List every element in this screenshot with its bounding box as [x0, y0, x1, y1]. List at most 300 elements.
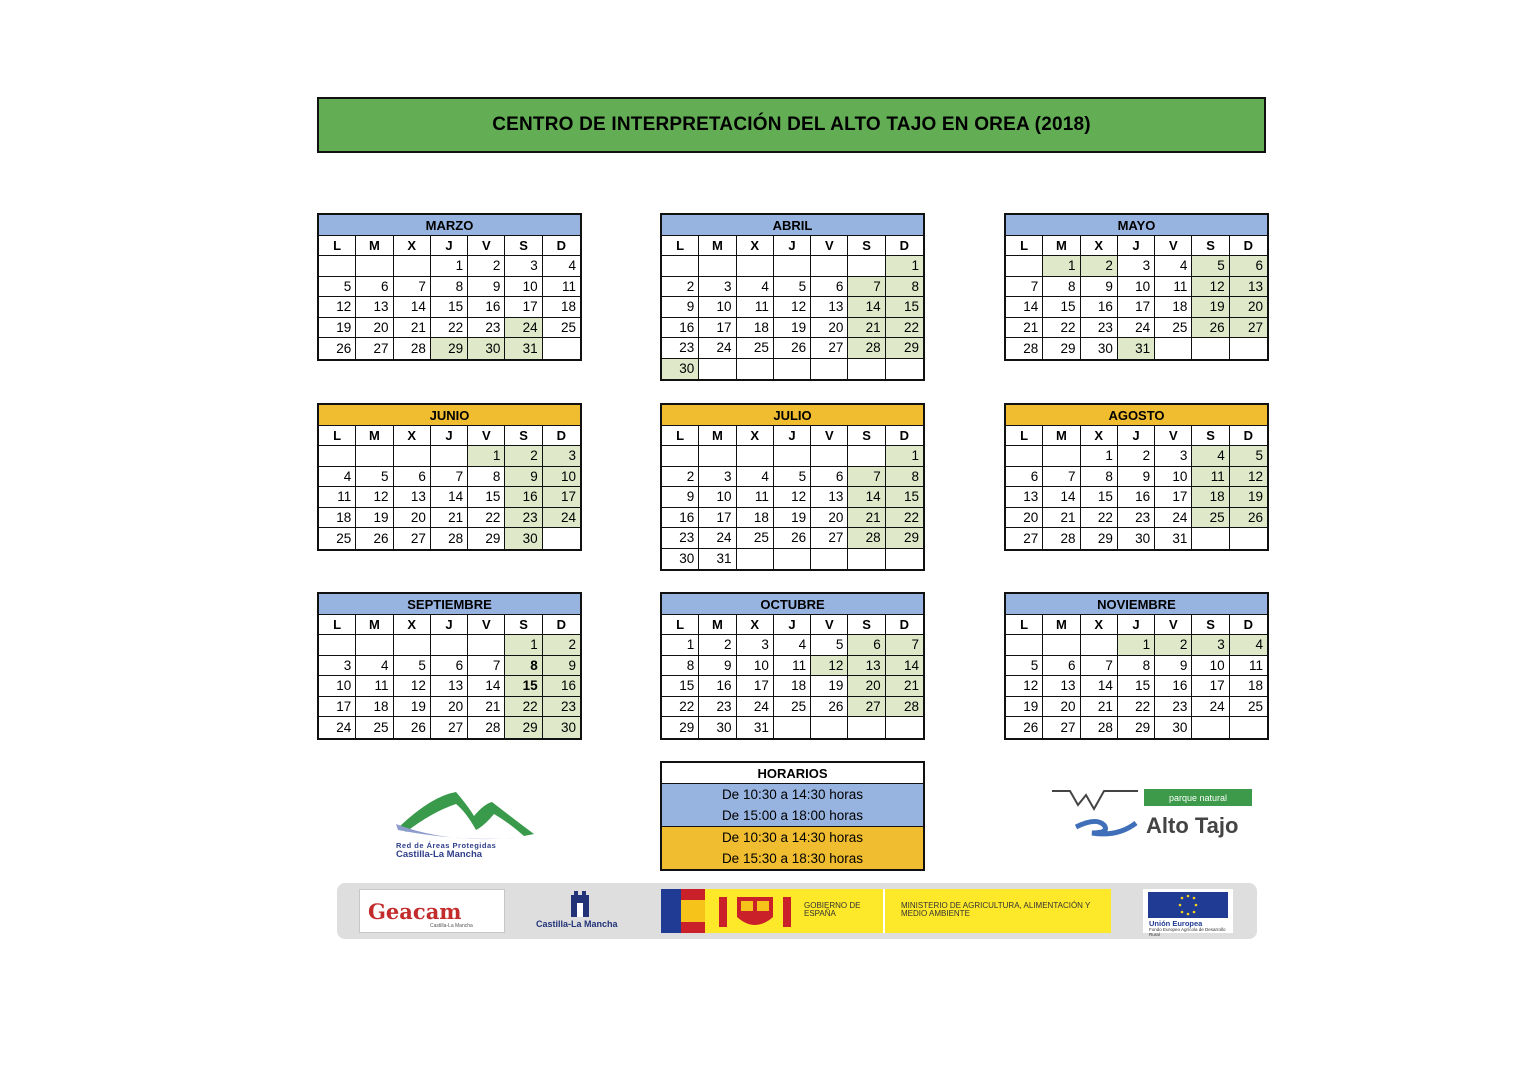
weekday-header: J [431, 236, 468, 256]
day-cell: 2 [662, 467, 699, 488]
calendar-noviembre [1004, 592, 1269, 740]
weekday-header: V [1155, 236, 1192, 256]
empty-cell [811, 359, 848, 380]
weekday-header: S [848, 426, 885, 446]
alto-tajo-badge: parque natural [1144, 789, 1252, 806]
day-cell: 21 [848, 508, 885, 529]
month-name: NOVIEMBRE [1006, 594, 1267, 615]
day-cell: 29 [1043, 338, 1080, 359]
day-cell: 8 [431, 277, 468, 298]
weekday-header: V [811, 615, 848, 635]
schedule-orange-afternoon: De 15:30 a 18:30 horas [662, 848, 923, 869]
day-cell: 14 [468, 676, 505, 697]
day-cell: 5 [356, 467, 393, 488]
day-cell: 15 [1081, 487, 1118, 508]
day-cell: 23 [505, 508, 542, 529]
day-cell: 18 [319, 508, 356, 529]
weekday-header: S [848, 236, 885, 256]
day-cell: 16 [1081, 297, 1118, 318]
calendar-junio [317, 403, 582, 551]
day-cell: 26 [811, 697, 848, 718]
day-cell: 2 [1081, 256, 1118, 277]
empty-cell [848, 446, 885, 467]
day-cell: 15 [468, 487, 505, 508]
day-cell: 25 [737, 528, 774, 549]
day-cell: 8 [468, 467, 505, 488]
day-cell: 24 [737, 697, 774, 718]
empty-cell [394, 635, 431, 656]
day-cell: 8 [886, 277, 923, 298]
empty-cell [356, 256, 393, 277]
empty-cell [699, 256, 736, 277]
weekday-header: X [1081, 236, 1118, 256]
day-cell: 9 [1081, 277, 1118, 298]
day-cell: 13 [1043, 676, 1080, 697]
day-cell: 17 [1155, 487, 1192, 508]
day-cell: 30 [1118, 528, 1155, 549]
weekday-header: S [505, 236, 542, 256]
day-cell: 30 [1155, 717, 1192, 738]
day-cell: 17 [737, 676, 774, 697]
day-cell: 17 [1192, 676, 1229, 697]
weekday-header: D [543, 236, 580, 256]
day-cell: 6 [394, 467, 431, 488]
day-cell: 9 [1155, 656, 1192, 677]
day-cell: 15 [1118, 676, 1155, 697]
day-cell: 14 [848, 487, 885, 508]
day-cell: 14 [394, 297, 431, 318]
day-cell: 9 [699, 656, 736, 677]
empty-cell [811, 256, 848, 277]
day-cell: 5 [1006, 656, 1043, 677]
day-cell: 1 [886, 446, 923, 467]
day-cell: 28 [886, 697, 923, 718]
day-cell: 10 [699, 487, 736, 508]
day-cell: 19 [356, 508, 393, 529]
day-cell: 22 [1118, 697, 1155, 718]
weekday-header: V [1155, 615, 1192, 635]
gobierno-text: GOBIERNO DE ESPAÑA [804, 901, 861, 918]
day-cell: 29 [662, 717, 699, 738]
day-cell: 5 [774, 467, 811, 488]
castle-icon [529, 889, 649, 919]
day-cell: 17 [319, 697, 356, 718]
day-cell: 4 [543, 256, 580, 277]
day-cell: 23 [1081, 318, 1118, 339]
day-cell: 10 [737, 656, 774, 677]
weekday-header: J [1118, 615, 1155, 635]
alto-tajo-logo [1048, 783, 1260, 843]
day-cell: 11 [737, 297, 774, 318]
ue-line1: Unión Europea [1149, 919, 1203, 928]
month-name: JULIO [662, 405, 923, 426]
day-cell: 1 [468, 446, 505, 467]
day-cell: 29 [886, 528, 923, 549]
day-cell: 10 [699, 297, 736, 318]
empty-cell [737, 446, 774, 467]
day-cell: 19 [1230, 487, 1267, 508]
day-cell: 5 [811, 635, 848, 656]
weekday-header: V [811, 426, 848, 446]
empty-cell [1192, 717, 1229, 738]
calendar-octubre [660, 592, 925, 740]
weekday-header: X [394, 236, 431, 256]
day-cell: 1 [431, 256, 468, 277]
day-cell: 15 [1043, 297, 1080, 318]
weekday-header: M [356, 615, 393, 635]
day-cell: 28 [848, 338, 885, 359]
calendar-julio [660, 403, 925, 571]
day-cell: 24 [543, 508, 580, 529]
weekday-header: X [394, 615, 431, 635]
weekday-header: L [319, 236, 356, 256]
castilla-la-mancha-logo [529, 889, 649, 933]
day-cell: 2 [662, 277, 699, 298]
day-cell: 11 [319, 487, 356, 508]
day-cell: 12 [1006, 676, 1043, 697]
day-cell: 18 [737, 508, 774, 529]
day-cell: 23 [662, 338, 699, 359]
day-cell: 31 [1155, 528, 1192, 549]
day-cell: 2 [699, 635, 736, 656]
empty-cell [1155, 338, 1192, 359]
day-cell: 3 [1118, 256, 1155, 277]
day-cell: 11 [1155, 277, 1192, 298]
day-cell: 17 [699, 508, 736, 529]
day-cell: 7 [468, 656, 505, 677]
weekday-header: X [737, 236, 774, 256]
day-cell: 20 [431, 697, 468, 718]
day-cell: 22 [468, 508, 505, 529]
geacam-name: Geacam [368, 899, 462, 924]
day-cell: 19 [1006, 697, 1043, 718]
day-cell: 20 [1043, 697, 1080, 718]
empty-cell [737, 256, 774, 277]
day-cell: 28 [468, 717, 505, 738]
day-cell: 7 [394, 277, 431, 298]
day-cell: 22 [505, 697, 542, 718]
day-cell: 18 [774, 676, 811, 697]
day-cell: 18 [1230, 676, 1267, 697]
day-cell: 24 [1155, 508, 1192, 529]
empty-cell [774, 359, 811, 380]
day-cell: 3 [699, 277, 736, 298]
weekday-header: D [886, 615, 923, 635]
alto-tajo-name: Alto Tajo [1146, 813, 1239, 838]
day-cell: 7 [431, 467, 468, 488]
calendar-septiembre [317, 592, 582, 740]
day-cell: 6 [848, 635, 885, 656]
day-cell: 25 [774, 697, 811, 718]
weekday-header: V [1155, 426, 1192, 446]
day-cell: 7 [886, 635, 923, 656]
empty-cell [319, 635, 356, 656]
day-cell: 29 [1081, 528, 1118, 549]
weekday-header: S [848, 615, 885, 635]
day-cell: 24 [699, 338, 736, 359]
weekday-header: J [1118, 236, 1155, 256]
union-europea-logo [1143, 889, 1233, 937]
day-cell: 21 [394, 318, 431, 339]
day-cell: 4 [356, 656, 393, 677]
day-cell: 30 [505, 528, 542, 549]
day-cell: 14 [1081, 676, 1118, 697]
weekday-header: L [1006, 426, 1043, 446]
day-cell: 27 [1006, 528, 1043, 549]
empty-cell [543, 528, 580, 549]
day-cell: 4 [319, 467, 356, 488]
day-cell: 26 [1230, 508, 1267, 529]
day-cell: 8 [1043, 277, 1080, 298]
day-cell: 1 [1081, 446, 1118, 467]
day-cell: 23 [543, 697, 580, 718]
weekday-header: L [1006, 615, 1043, 635]
day-cell: 8 [505, 656, 542, 677]
day-cell: 26 [1006, 717, 1043, 738]
day-cell: 3 [1155, 446, 1192, 467]
weekday-header: D [543, 615, 580, 635]
weekday-header: S [1192, 615, 1229, 635]
day-cell: 6 [811, 467, 848, 488]
weekday-header: X [1081, 615, 1118, 635]
weekday-header: J [774, 236, 811, 256]
empty-cell [468, 635, 505, 656]
day-cell: 31 [505, 338, 542, 359]
day-cell: 16 [1155, 676, 1192, 697]
weekday-header: M [699, 615, 736, 635]
day-cell: 16 [1118, 487, 1155, 508]
day-cell: 14 [431, 487, 468, 508]
day-cell: 27 [848, 697, 885, 718]
day-cell: 27 [431, 717, 468, 738]
day-cell: 27 [1230, 318, 1267, 339]
day-cell: 8 [1118, 656, 1155, 677]
day-cell: 18 [356, 697, 393, 718]
day-cell: 15 [662, 676, 699, 697]
weekday-header: D [886, 426, 923, 446]
day-cell: 16 [468, 297, 505, 318]
day-cell: 30 [662, 359, 699, 380]
day-cell: 17 [699, 318, 736, 339]
empty-cell [662, 446, 699, 467]
day-cell: 9 [468, 277, 505, 298]
day-cell: 28 [848, 528, 885, 549]
day-cell: 7 [1043, 467, 1080, 488]
month-name: MAYO [1006, 215, 1267, 236]
weekday-header: V [811, 236, 848, 256]
day-cell: 20 [1230, 297, 1267, 318]
empty-cell [774, 446, 811, 467]
day-cell: 25 [543, 318, 580, 339]
weekday-header: L [662, 615, 699, 635]
empty-cell [431, 635, 468, 656]
weekday-header: X [394, 426, 431, 446]
day-cell: 24 [1192, 697, 1229, 718]
day-cell: 29 [431, 338, 468, 359]
day-cell: 3 [699, 467, 736, 488]
day-cell: 24 [1118, 318, 1155, 339]
month-name: OCTUBRE [662, 594, 923, 615]
empty-cell [699, 359, 736, 380]
empty-cell [356, 446, 393, 467]
day-cell: 2 [1118, 446, 1155, 467]
day-cell: 28 [1043, 528, 1080, 549]
empty-cell [774, 717, 811, 738]
empty-cell [394, 256, 431, 277]
day-cell: 1 [1043, 256, 1080, 277]
day-cell: 11 [774, 656, 811, 677]
empty-cell [737, 549, 774, 570]
weekday-header: D [543, 426, 580, 446]
empty-cell [1230, 338, 1267, 359]
weekday-header: J [774, 426, 811, 446]
day-cell: 5 [394, 656, 431, 677]
clm-name: Castilla-La Mancha [536, 919, 618, 929]
day-cell: 4 [1155, 256, 1192, 277]
weekday-header: V [468, 426, 505, 446]
day-cell: 26 [774, 338, 811, 359]
day-cell: 26 [319, 338, 356, 359]
day-cell: 4 [737, 467, 774, 488]
empty-cell [848, 359, 885, 380]
day-cell: 29 [468, 528, 505, 549]
day-cell: 26 [356, 528, 393, 549]
weekday-header: D [1230, 236, 1267, 256]
day-cell: 22 [1043, 318, 1080, 339]
day-cell: 25 [1192, 508, 1229, 529]
weekday-header: X [737, 615, 774, 635]
day-cell: 13 [811, 487, 848, 508]
day-cell: 5 [774, 277, 811, 298]
day-cell: 20 [394, 508, 431, 529]
empty-cell [543, 338, 580, 359]
day-cell: 28 [431, 528, 468, 549]
month-name: MARZO [319, 215, 580, 236]
day-cell: 22 [431, 318, 468, 339]
day-cell: 10 [543, 467, 580, 488]
empty-cell [1230, 717, 1267, 738]
day-cell: 12 [356, 487, 393, 508]
schedule-blue-afternoon: De 15:00 a 18:00 horas [662, 805, 923, 827]
day-cell: 22 [886, 318, 923, 339]
day-cell: 9 [505, 467, 542, 488]
empty-cell [886, 717, 923, 738]
day-cell: 21 [848, 318, 885, 339]
spain-flag-icon [661, 889, 705, 933]
day-cell: 27 [811, 528, 848, 549]
river-icon [1048, 783, 1144, 839]
empty-cell [319, 256, 356, 277]
month-name: SEPTIEMBRE [319, 594, 580, 615]
day-cell: 20 [811, 318, 848, 339]
day-cell: 4 [774, 635, 811, 656]
day-cell: 19 [319, 318, 356, 339]
red-areas-protegidas-logo [392, 786, 540, 858]
day-cell: 11 [1230, 656, 1267, 677]
month-name: AGOSTO [1006, 405, 1267, 426]
day-cell: 19 [774, 318, 811, 339]
day-cell: 21 [1006, 318, 1043, 339]
weekday-header: D [1230, 426, 1267, 446]
day-cell: 9 [662, 297, 699, 318]
day-cell: 1 [505, 635, 542, 656]
day-cell: 23 [1155, 697, 1192, 718]
day-cell: 28 [1081, 717, 1118, 738]
day-cell: 20 [811, 508, 848, 529]
day-cell: 28 [394, 338, 431, 359]
day-cell: 14 [1043, 487, 1080, 508]
day-cell: 15 [886, 487, 923, 508]
day-cell: 16 [505, 487, 542, 508]
weekday-header: J [1118, 426, 1155, 446]
day-cell: 26 [394, 717, 431, 738]
day-cell: 2 [543, 635, 580, 656]
empty-cell [662, 256, 699, 277]
calendar-agosto [1004, 403, 1269, 551]
day-cell: 12 [1192, 277, 1229, 298]
day-cell: 24 [699, 528, 736, 549]
day-cell: 5 [1230, 446, 1267, 467]
day-cell: 2 [1155, 635, 1192, 656]
weekday-header: M [699, 426, 736, 446]
weekday-header: X [1081, 426, 1118, 446]
day-cell: 4 [737, 277, 774, 298]
weekday-header: L [319, 615, 356, 635]
eu-flag-icon [1148, 892, 1228, 918]
day-cell: 11 [737, 487, 774, 508]
schedule-title: HORARIOS [662, 763, 923, 784]
day-cell: 19 [774, 508, 811, 529]
day-cell: 20 [1006, 508, 1043, 529]
day-cell: 13 [848, 656, 885, 677]
day-cell: 25 [1155, 318, 1192, 339]
weekday-header: D [886, 236, 923, 256]
day-cell: 3 [1192, 635, 1229, 656]
gobierno-espana-logo [661, 889, 1111, 933]
day-cell: 24 [505, 318, 542, 339]
empty-cell [699, 446, 736, 467]
day-cell: 20 [356, 318, 393, 339]
day-cell: 10 [1155, 467, 1192, 488]
empty-cell [394, 446, 431, 467]
empty-cell [1043, 635, 1080, 656]
day-cell: 10 [505, 277, 542, 298]
day-cell: 7 [848, 467, 885, 488]
day-cell: 9 [662, 487, 699, 508]
day-cell: 22 [662, 697, 699, 718]
empty-cell [848, 256, 885, 277]
weekday-header: X [737, 426, 774, 446]
weekday-header: M [699, 236, 736, 256]
day-cell: 23 [468, 318, 505, 339]
day-cell: 10 [1192, 656, 1229, 677]
day-cell: 23 [1118, 508, 1155, 529]
day-cell: 8 [1081, 467, 1118, 488]
empty-cell [356, 635, 393, 656]
month-name: JUNIO [319, 405, 580, 426]
day-cell: 27 [394, 528, 431, 549]
day-cell: 23 [699, 697, 736, 718]
day-cell: 27 [811, 338, 848, 359]
empty-cell [319, 446, 356, 467]
day-cell: 3 [505, 256, 542, 277]
day-cell: 12 [319, 297, 356, 318]
weekday-header: M [1043, 236, 1080, 256]
day-cell: 6 [811, 277, 848, 298]
weekday-header: S [505, 615, 542, 635]
day-cell: 12 [1230, 467, 1267, 488]
day-cell: 18 [737, 318, 774, 339]
